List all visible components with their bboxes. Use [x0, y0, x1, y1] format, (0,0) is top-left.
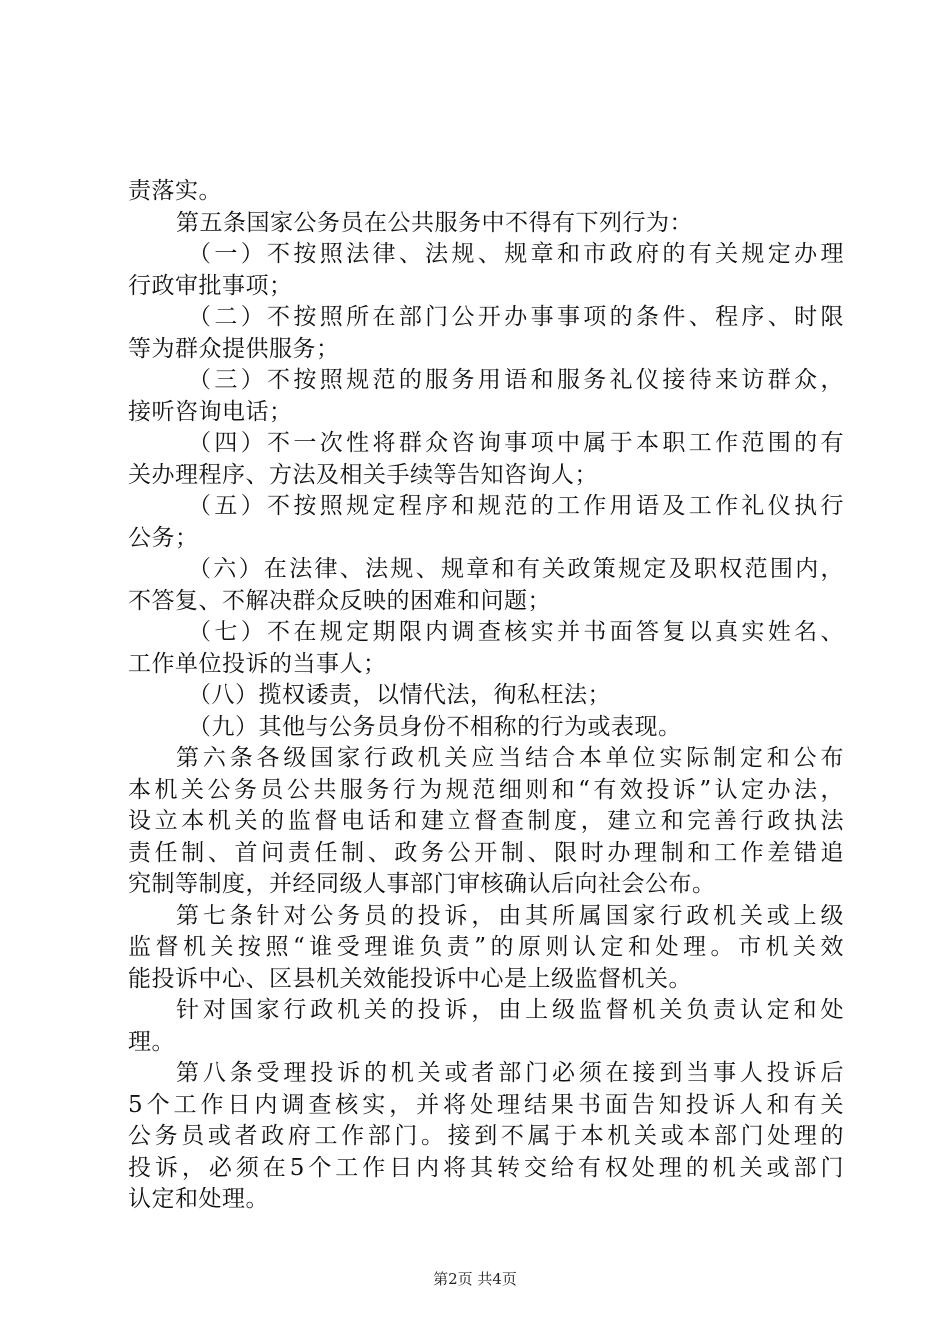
- text-line: 公务；: [128, 524, 199, 551]
- body-text: [128, 176, 844, 1216]
- text-line: （三）不按照规范的服务用语和服务礼仪接待来访群众，: [188, 367, 844, 393]
- text-line: 认定和处理。: [128, 1186, 269, 1212]
- text-line: 5个工作日内调查核实，并将处理结果书面告知投诉人和有关: [128, 1091, 844, 1118]
- text-line: 监督机关按照“谁受理谁负责”的原则认定和处理。市机关效: [128, 934, 844, 960]
- text-line: （四）不一次性将群众咨询事项中属于本职工作范围的有: [188, 430, 844, 456]
- text-line: 行政审批事项；: [128, 272, 293, 299]
- text-line: 理。: [128, 1028, 175, 1055]
- text-line: 第八条受理投诉的机关或者部门必须在接到当事人投诉后: [176, 1060, 844, 1086]
- text-line: （六）在法律、法规、规章和有关政策规定及职权范围内，: [188, 556, 844, 582]
- text-line: 第六条各级国家行政机关应当结合本单位实际制定和公布: [176, 745, 844, 771]
- text-line: 投诉，必须在5个工作日内将其转交给有权处理的机关或部门: [128, 1154, 844, 1181]
- text-line: （五）不按照规定程序和规范的工作用语及工作礼仪执行: [188, 493, 844, 519]
- text-line: 设立本机关的监督电话和建立督查制度，建立和完善行政执法: [128, 808, 844, 834]
- text-line: 关办理程序、方法及相关手续等告知咨询人；: [128, 461, 598, 488]
- text-line: 本机关公务员公共服务行为规范细则和“有效投诉”认定办法，: [128, 776, 844, 803]
- text-line: （八）揽权诿责，以情代法，徇私枉法；: [188, 682, 611, 708]
- text-line: 公务员或者政府工作部门。接到不属于本机关或本部门处理的: [128, 1123, 844, 1149]
- text-line: 能投诉中心、区县机关效能投诉中心是上级监督机关。: [128, 965, 692, 992]
- text-line: 工作单位投诉的当事人；: [128, 650, 387, 677]
- text-line: 究制等制度，并经同级人事部门审核确认后向社会公布。: [128, 871, 716, 897]
- text-line: 不答复、不解决群众反映的困难和问题；: [128, 587, 551, 614]
- text-line: （一）不按照法律、法规、规章和市政府的有关规定办理: [188, 241, 844, 267]
- text-line: （二）不按照所在部门公开办事事项的条件、程序、时限: [188, 304, 844, 330]
- text-line: 责落实。: [128, 178, 222, 204]
- text-line: （九）其他与公务员身份不相称的行为或表现。: [188, 713, 682, 740]
- text-line: 责任制、首问责任制、政务公开制、限时办理制和工作差错追: [128, 839, 844, 866]
- text-line: 第五条国家公务员在公共服务中不得有下列行为：: [176, 209, 693, 236]
- page-number-footer: 第2页 共4页: [433, 1270, 517, 1288]
- text-line: 第七条针对公务员的投诉，由其所属国家行政机关或上级: [176, 902, 844, 929]
- text-line: 等为群众提供服务；: [128, 335, 340, 362]
- text-line: （七）不在规定期限内调查核实并书面答复以真实姓名、: [188, 619, 844, 645]
- text-line: 接听咨询电话；: [128, 398, 293, 425]
- text-line: 针对国家行政机关的投诉，由上级监督机关负责认定和处: [176, 997, 844, 1023]
